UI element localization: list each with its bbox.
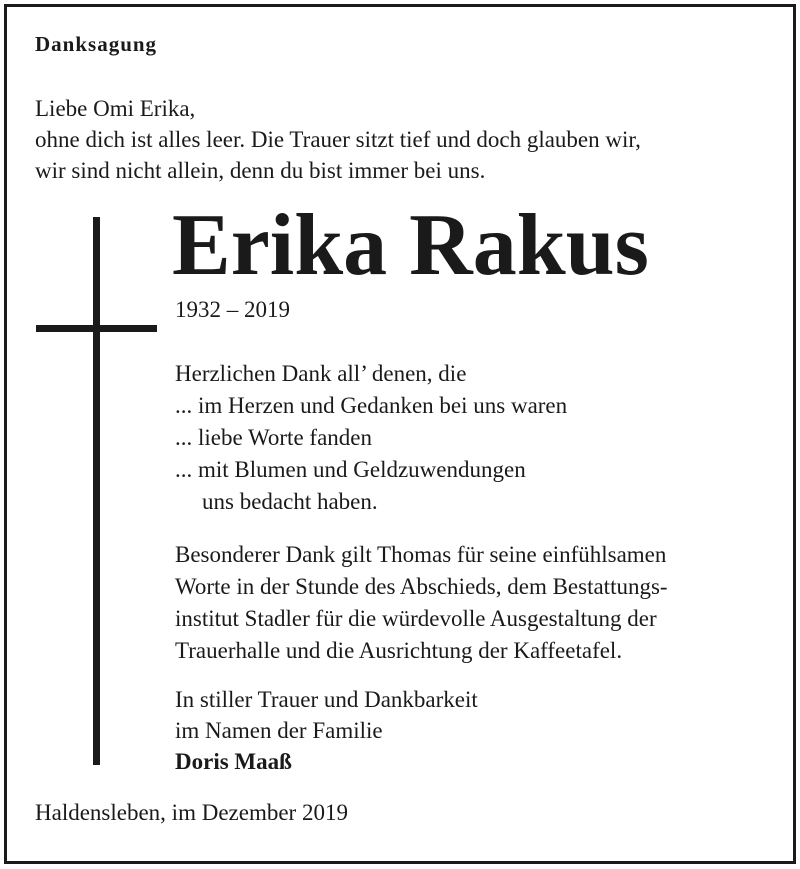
special-line: Worte in der Stunde des Abschieds, dem Bestattungs- xyxy=(175,574,668,599)
thanks-line: ... liebe Worte fanden xyxy=(175,425,372,450)
thanks-line: ... im Herzen und Gedanken bei uns waren xyxy=(175,393,568,418)
thanks-line: Herzlichen Dank all’ denen, die xyxy=(175,361,467,386)
thanks-line: ... mit Blumen und Geldzuwendungen xyxy=(175,457,526,482)
signer-name: Doris Maaß xyxy=(175,749,292,774)
life-years: 1932 – 2019 xyxy=(175,297,290,322)
cross-icon-vertical xyxy=(93,217,100,765)
closing-line: im Namen der Familie xyxy=(175,718,383,743)
special-line: Besonderer Dank gilt Thomas für seine einfühlsamen xyxy=(175,542,667,567)
intro-line: Liebe Omi Erika, xyxy=(35,96,196,121)
cross-icon-horizontal xyxy=(36,325,157,332)
special-line: institut Stadler für die würdevolle Ausgestaltung der xyxy=(175,606,657,631)
closing-text xyxy=(175,684,478,777)
special-thanks-text xyxy=(175,539,668,667)
notice-heading: Danksagung xyxy=(35,32,158,56)
special-line: Trauerhalle und die Ausrichtung der Kaffeetafel. xyxy=(175,638,623,663)
thanks-line: uns bedacht haben. xyxy=(202,489,378,514)
intro-line: wir sind nicht allein, denn du bist immer bei uns. xyxy=(35,158,486,183)
intro-line: ohne dich ist alles leer. Die Trauer sitzt tief und doch glauben wir, xyxy=(35,127,641,152)
deceased-name: Erika Rakus xyxy=(172,197,649,294)
intro-text xyxy=(35,93,641,186)
place-date: Haldensleben, im Dezember 2019 xyxy=(35,800,348,825)
thanks-text xyxy=(175,358,567,518)
closing-line: In stiller Trauer und Dankbarkeit xyxy=(175,687,478,712)
